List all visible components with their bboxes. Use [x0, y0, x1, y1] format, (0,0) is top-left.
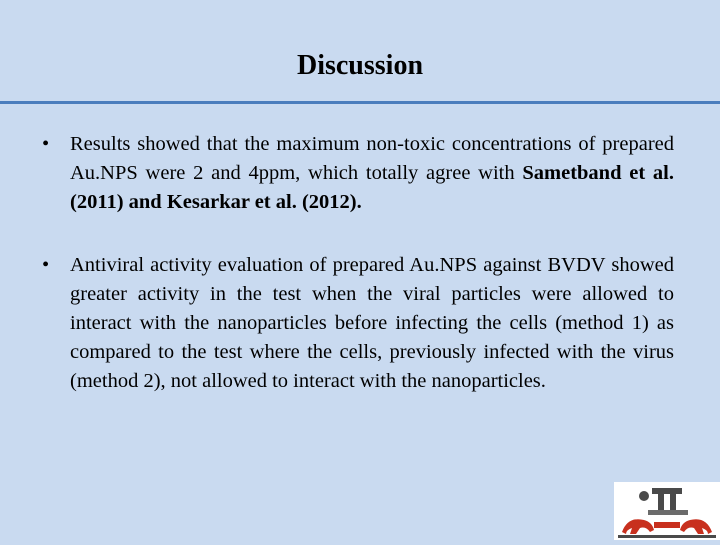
- bullet-marker: •: [42, 133, 50, 155]
- bullet-citation: Sametband et al. (2011) and Kesarkar et al. (2012).: [70, 162, 674, 213]
- title-divider: [0, 101, 720, 104]
- slide-content: [42, 130, 674, 430]
- title-area: [0, 0, 720, 103]
- bullet-item: [42, 251, 674, 396]
- logo-graphic: [614, 482, 720, 540]
- bullet-text: Results showed that the maximum non-toxic concentrations of prepared Au.NPS were 2 and 4ppm, which totally agree with: [70, 133, 674, 184]
- bullet-marker: •: [42, 254, 50, 276]
- university-logo-icon: [614, 482, 720, 540]
- bullet-text: Antiviral activity evaluation of prepared Au.NPS against BVDV showed greater activity in the test when the viral particles were allowed to interact with the nanoparticles before infecting the cells (method 1) as compared to the test where the cells, previously infected with the virus (method 2), not allowed to interact with the nanoparticles.: [70, 254, 674, 392]
- bullet-item: [42, 130, 674, 217]
- slide-title: Discussion: [296, 50, 424, 81]
